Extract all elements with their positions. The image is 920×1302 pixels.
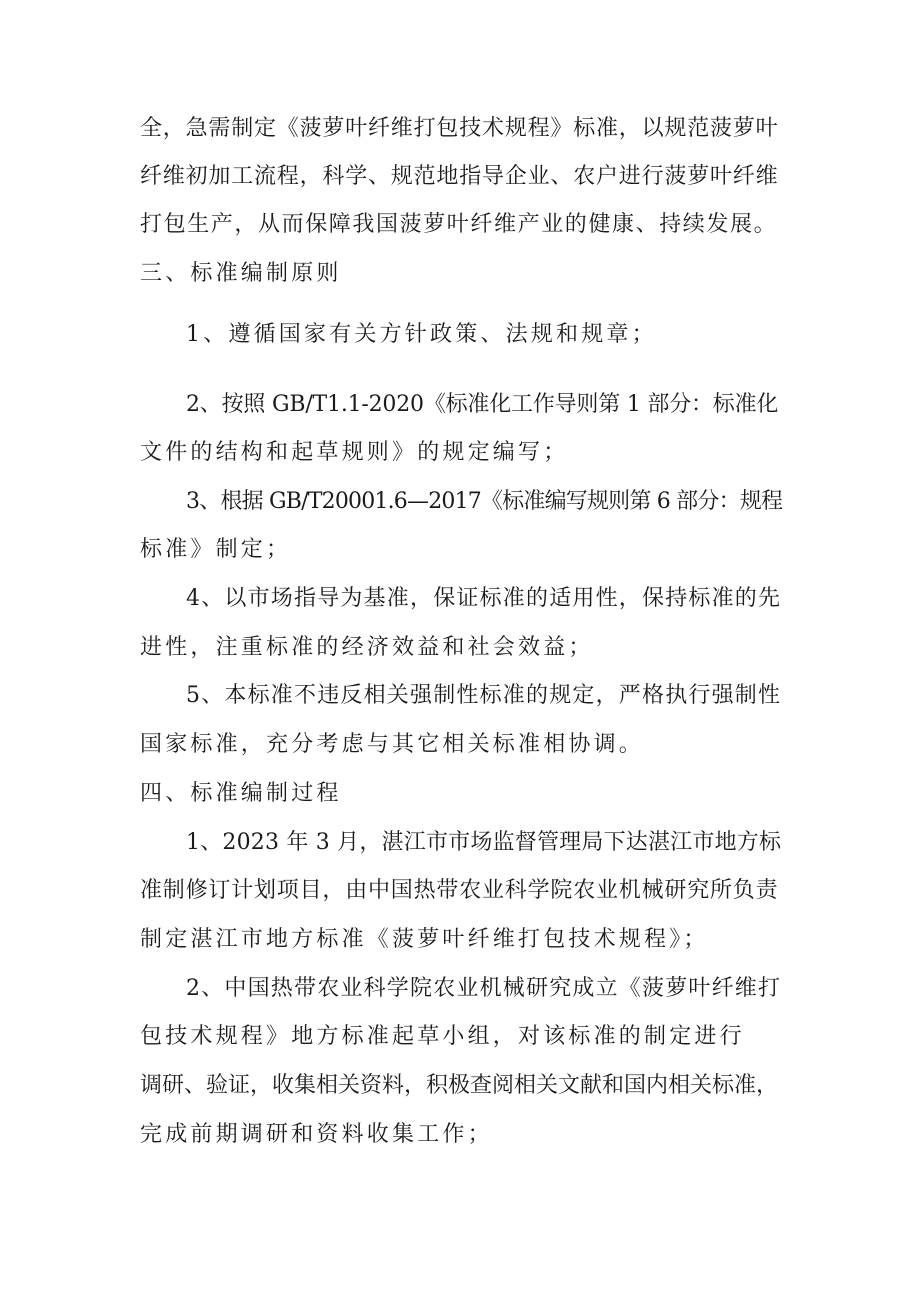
list-item: 2、按照 GB/T1.1-2020《标准化工作导则第 1 部分：标准化 — [186, 392, 779, 417]
list-item-continuation: 完成前期调研和资料收集工作； — [140, 1122, 493, 1147]
list-item: 4、以市场指导为基准，保证标准的适用性，保持标准的先 — [186, 586, 782, 611]
list-item-continuation: 标准》制定； — [140, 537, 292, 562]
section-heading: 四、标准编制过程 — [140, 781, 342, 806]
list-item: 3、根据 GB/T20001.6—2017《标准编写规则第 6 部分：规程 — [186, 489, 783, 514]
paragraph-line: 打包生产，从而保障我国菠萝叶纤维产业的健康、持续发展。 — [140, 212, 778, 237]
list-item-continuation: 文件的结构和起草规则》的规定编写； — [140, 440, 569, 465]
list-item-continuation: 准制修订计划项目，由中国热带农业科学院农业机械研究所负责 — [140, 878, 779, 903]
list-item-continuation: 调研、验证，收集相关资料，积极查阅相关文献和国内相关标准， — [140, 1073, 779, 1098]
list-item: 1、遵循国家有关方针政策、法规和规章； — [186, 322, 657, 347]
list-item-continuation: 制定湛江市地方标准《菠萝叶纤维打包技术规程》； — [140, 927, 709, 952]
list-item-continuation: 进性，注重标准的经济效益和社会效益； — [140, 635, 594, 660]
list-item: 5、本标准不违反相关强制性标准的规定，严格执行强制性 — [186, 683, 782, 708]
paragraph-line: 全，急需制定《菠萝叶纤维打包技术规程》标准，以规范菠萝叶 — [140, 116, 779, 141]
list-item-continuation: 包技术规程》地方标准起草小组，对该标准的制定进行 — [140, 1024, 745, 1049]
section-heading: 三、标准编制原则 — [140, 261, 342, 286]
list-item: 2、中国热带农业科学院农业机械研究成立《菠萝叶纤维打 — [186, 976, 782, 1001]
list-item-continuation: 国家标准，充分考虑与其它相关标准相协调。 — [140, 732, 645, 757]
paragraph-line: 纤维初加工流程，科学、规范地指导企业、农户进行菠萝叶纤维 — [140, 164, 779, 189]
list-item: 1、2023 年 3 月，湛江市市场监督管理局下达湛江市地方标 — [186, 830, 782, 855]
